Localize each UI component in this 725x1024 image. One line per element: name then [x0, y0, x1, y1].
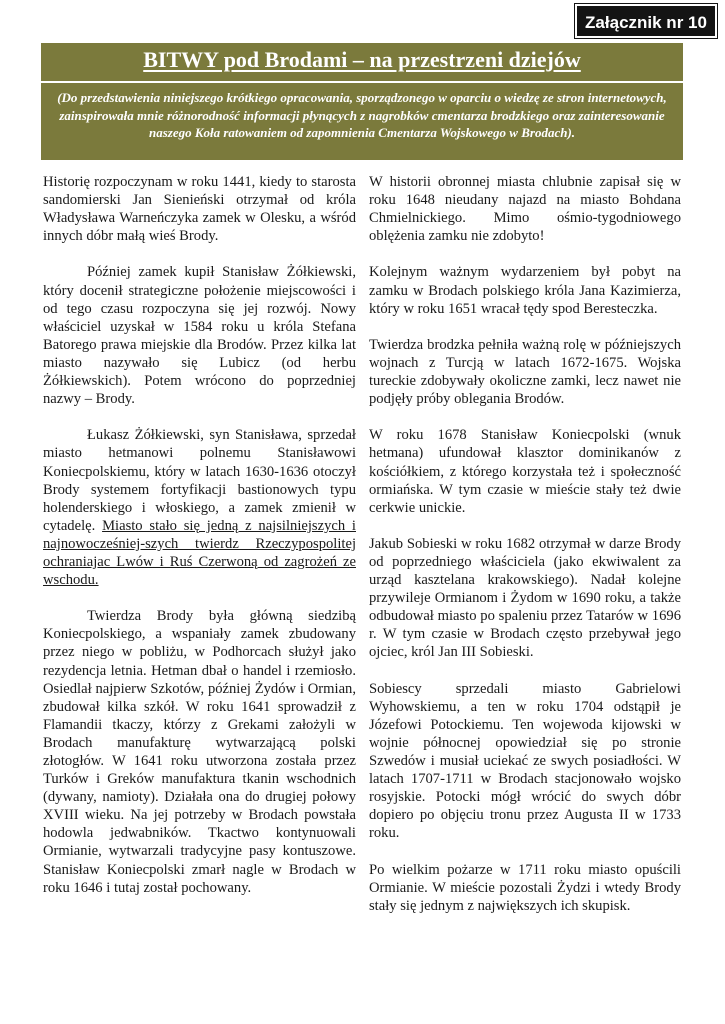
paragraph: Sobiescy sprzedali miasto Gabrielowi Wyhowskiemu, a ten w roku 1704 odstąpił je Józefowi Potockiemu. Ten wojewoda kijowski w wojnie północnej opowiedział się po stronie Szwedów i musiał uciekać ze swych posiadłości. W latach 1707-1711 w Brodach stacjonowało wojsko rosyjskie. Potocki mógł wrócić do swych dóbr dopiero po objęciu tronu przez Augusta II w 1733 roku.	[369, 680, 681, 842]
right-column	[369, 173, 681, 933]
page-title: BITWY pod Brodami – na przestrzeni dziejów	[143, 47, 581, 72]
paragraph: Kolejnym ważnym wydarzeniem był pobyt na zamku w Brodach polskiego króla Jana Kazimierza, który w roku 1651 wracał tędy spod Beresteczka.	[369, 264, 681, 317]
paragraph: W historii obronnej miasta chlubnie zapisał się w roku 1648 nieudany najazd na miasto Bohdana Chmielnickiego. Mimo ośmio-tygodniowego oblężenia zamku nie zdobyto!	[369, 174, 681, 245]
title-banner	[41, 43, 683, 160]
underlined-text: Miasto stało się jedną z najsilniejszych i najnowocześniej-szych twierdz Rzeczypospolitej ochraniajac Lwów i Ruś Czerwoną od zagrożeń ze wschodu.	[43, 517, 356, 589]
page-subtitle: (Do przedstawienia niniejszego krótkiego opracowania, sporządzonego w oparciu o wiedzę ze stron internetowych, zainspirowała mnie różnorodność informacji płynących z nagrobków cmentarza brodzkiego oraz zainteresowanie naszego Koła ratowaniem od zapomnienia Cmentarza Wojskowego w Brodach).	[57, 90, 667, 140]
paragraph: Historię rozpoczynam w roku 1441, kiedy to starosta sandomierski Jan Sienieński otrzymał od króla Władysława Warneńczyka zamek w Olesku, a wśród innych dóbr małą wieś Brody.	[43, 174, 356, 245]
paragraph: Jakub Sobieski w roku 1682 otrzymał w darze Brody od poprzedniego właściciela (jako ekwiwalent za urząd kasztelana krakowskiego). Nadał kolejne przywileje Ormianom i Żydom w 1690 roku, a także odbudował miasto po spaleniu przez Tatarów w 1696 r. W tym czasie w Brodach często przebywał jego ojciec, król Jan III Sobieski.	[369, 535, 681, 661]
paragraph	[43, 426, 356, 589]
paragraph: Twierdza brodzka pełniła ważną rolę w późniejszych wojnach z Turcją w latach 1672-1675. Wojska tureckie zdobywały okoliczne zamki, lecz nawet nie podjęły próby oblegania Brodów.	[369, 336, 681, 408]
paragraph: W roku 1678 Stanisław Koniecpolski (wnuk hetmana) ufundował klasztor dominikanów z kościółkiem, z którego korzystała też i społeczność ormiańska. W tym czasie w mieście stały też dwie cerkwie unickie.	[369, 427, 681, 516]
left-column	[43, 173, 356, 915]
paragraph-text: Łukasz Żółkiewski, syn Stanisława, sprzedał miasto hetmanowi polnemu Stanisławowi Koniecpolskiemu, który w latach 1630-1636 otoczył Brody systemem fortyfikacji bastionowych typu holenderskiego i włoskiego, a zamek zmienił w cytadelę.	[43, 427, 356, 534]
attachment-badge: Załącznik nr 10	[575, 4, 717, 38]
paragraph: Później zamek kupił Stanisław Żółkiewski, który docenił strategiczne położenie miejscowości i od tego czasu rozpoczyna się jej rozwój. Nowy właściciel uzyskał w 1584 roku u króla Stefana Batorego prawa miejskie dla Brodów. Przez kilka lat miasto nazywało się Lubicz (od herbu Żółkiewskich). Potem wrócono do poprzedniej nazwy – Brody.	[43, 264, 356, 408]
paragraph: Po wielkim pożarze w 1711 roku miasto opuścili Ormianie. W mieście pozostali Żydzi i wtedy Brody stały się jednym z największych ich skupisk.	[369, 861, 681, 914]
paragraph: Twierdza Brody była główną siedzibą Koniecpolskiego, a wspaniały zamek zbudowany przez niego w pobliżu, w Podhorcach służył jako rezydencja letnia. Hetman dbał o handel i rzemiosło. Osiedlał najpierw Szkotów, później Żydów i Ormian, zbudował kilka szkół. W roku 1641 sprowadził z Flamandii tkaczy, którzy z Grekami założyli w Brodach manufakturę wytwarzającą polski złotogłów. W 1641 roku utworzona została przez Turków i Greków manufaktura tkanin wschodnich (dywany, namioty). Działała ona do drugiej połowy XVIII wieku. Na jej potrzeby w Brodach powstała hodowla jedwabników. Tkactwo kontynuowali Ormianie, wytwarzali tradycyjne pasy kontuszowe. Stanisław Koniecpolski zmarł nagle w Brodach w roku 1646 i tutaj został pochowany.	[43, 608, 356, 896]
